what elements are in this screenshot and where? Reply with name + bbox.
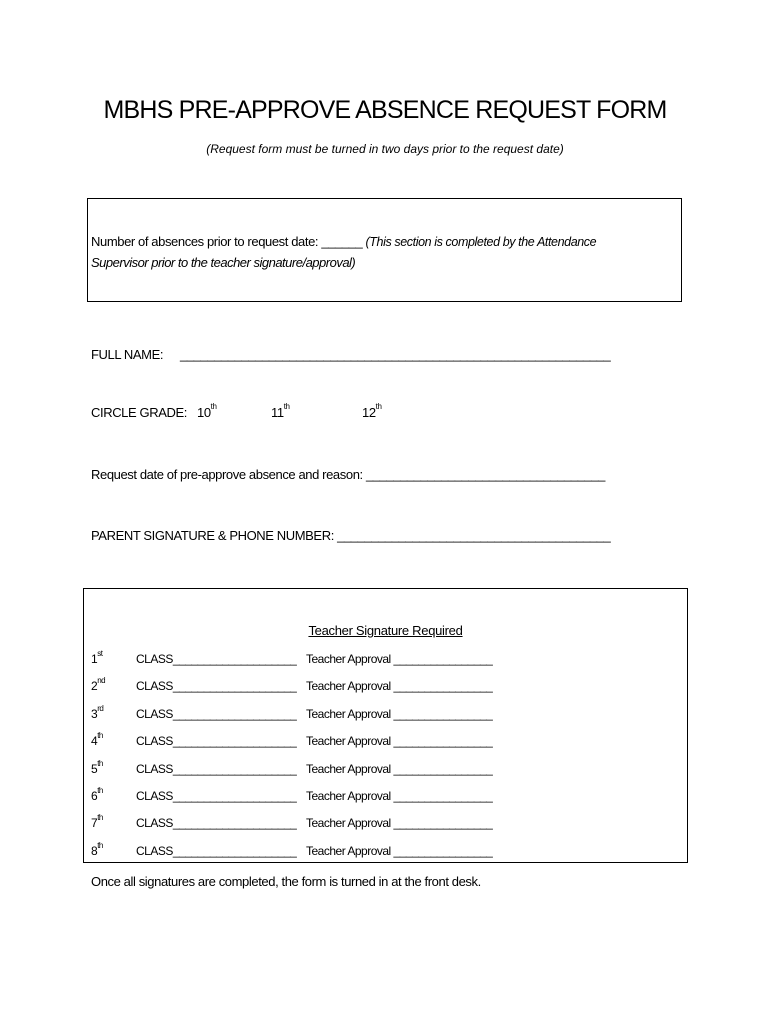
- form-title: MBHS PRE-APPROVE ABSENCE REQUEST FORM: [103, 96, 667, 124]
- form-subtitle: (Request form must be turned in two days prior to the request date): [206, 142, 564, 156]
- period-row: [84, 813, 687, 836]
- teacher-approval-field[interactable]: Teacher Approval ________________: [306, 816, 493, 831]
- period-suffix: th: [97, 813, 103, 823]
- class-field[interactable]: CLASS____________________: [136, 734, 297, 749]
- period-suffix: th: [97, 786, 103, 795]
- full-name-field[interactable]: _______________________________________________________________: [180, 347, 611, 362]
- request-date-label: Request date of pre-approve absence and reason:: [91, 467, 366, 482]
- period-row: [84, 676, 687, 699]
- class-field[interactable]: CLASS____________________: [136, 789, 297, 803]
- period-label: [91, 649, 103, 666]
- parent-signature-label: PARENT SIGNATURE & PHONE NUMBER:: [91, 528, 338, 543]
- grade-option-11[interactable]: [271, 402, 290, 420]
- teacher-approval-field[interactable]: Teacher Approval ________________: [306, 652, 493, 666]
- period-suffix: st: [97, 649, 103, 658]
- period-suffix: nd: [97, 676, 106, 686]
- period-row: [84, 840, 687, 864]
- period-label: [91, 676, 106, 694]
- period-number: 7: [91, 816, 98, 831]
- grade-10-number: 10: [197, 405, 211, 420]
- period-number: 2: [91, 679, 98, 694]
- attendance-note: (This section is completed by the Attendance: [365, 235, 597, 249]
- period-label: [91, 786, 103, 803]
- parent-signature-row: [91, 528, 610, 543]
- full-name-label: FULL NAME:: [91, 347, 164, 362]
- class-field[interactable]: CLASS____________________: [136, 843, 297, 858]
- class-field[interactable]: CLASS____________________: [136, 706, 297, 721]
- teacher-signature-heading: Teacher Signature Required: [308, 623, 463, 638]
- absences-line: [91, 234, 596, 249]
- class-field[interactable]: CLASS____________________: [136, 652, 297, 666]
- period-label: [91, 758, 103, 776]
- period-label: [91, 703, 104, 721]
- teacher-approval-field[interactable]: Teacher Approval ________________: [306, 789, 493, 803]
- absences-label: Number of absences prior to request date: ______: [91, 234, 366, 249]
- period-label: [91, 731, 103, 749]
- period-row: [84, 703, 687, 727]
- period-label: [91, 813, 103, 831]
- period-number: 8: [91, 843, 98, 858]
- period-number: 6: [91, 789, 98, 803]
- class-field[interactable]: CLASS____________________: [136, 761, 297, 776]
- period-row: [84, 649, 687, 672]
- period-row: [84, 731, 687, 754]
- teacher-approval-field[interactable]: Teacher Approval ________________: [306, 679, 493, 694]
- request-date-field[interactable]: ___________________________________: [365, 467, 606, 482]
- teacher-approval-field[interactable]: Teacher Approval ________________: [306, 843, 493, 858]
- grade-option-12[interactable]: [362, 402, 382, 420]
- period-suffix: th: [97, 731, 103, 741]
- period-suffix: rd: [97, 703, 104, 713]
- attendance-note-continued: Supervisor prior to the teacher signature/approval): [91, 255, 356, 270]
- period-suffix: th: [97, 758, 103, 768]
- grade-10-suffix: th: [210, 402, 217, 411]
- period-suffix: th: [97, 840, 103, 850]
- period-row: [84, 758, 687, 782]
- footer-note: Once all signatures are completed, the form is turned in at the front desk.: [91, 874, 481, 889]
- period-label: [91, 840, 103, 858]
- period-row: [84, 786, 687, 809]
- grade-option-10[interactable]: [197, 402, 217, 420]
- period-number: 4: [91, 734, 98, 749]
- request-date-row: [91, 467, 605, 482]
- grade-11-number: 11: [271, 405, 284, 420]
- grade-12-number: 12: [362, 405, 376, 420]
- period-number: 3: [91, 706, 98, 721]
- grade-11-suffix: th: [283, 402, 290, 411]
- teacher-signature-box: [83, 588, 688, 863]
- class-field[interactable]: CLASS____________________: [136, 679, 297, 694]
- attendance-supervisor-box: [87, 198, 682, 302]
- teacher-approval-field[interactable]: Teacher Approval ________________: [306, 734, 493, 749]
- parent-signature-field[interactable]: ________________________________________: [337, 528, 611, 543]
- period-number: 1: [91, 652, 98, 666]
- class-field[interactable]: CLASS____________________: [136, 816, 297, 831]
- period-number: 5: [91, 761, 98, 776]
- circle-grade-label: CIRCLE GRADE:: [91, 405, 187, 420]
- teacher-approval-field[interactable]: Teacher Approval ________________: [306, 761, 493, 776]
- grade-12-suffix: th: [375, 402, 382, 411]
- teacher-approval-field[interactable]: Teacher Approval ________________: [306, 706, 493, 721]
